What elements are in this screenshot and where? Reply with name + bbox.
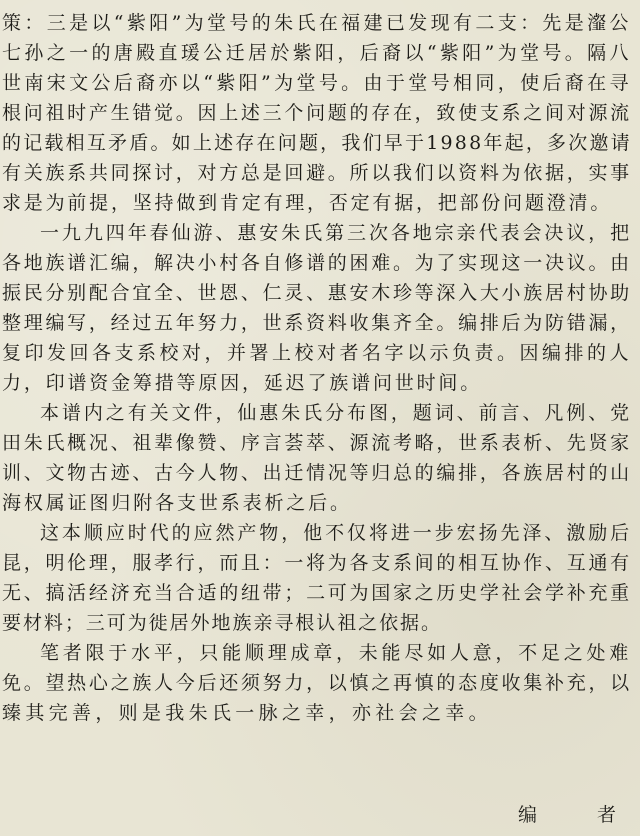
text-line: 的记载相互矛盾。如上述存在问题，我们早于1988年起，多次邀请 (2, 132, 632, 154)
text-line: 无、搞活经济充当合适的纽带；二可为国家之历史学社会学补充重 (2, 582, 632, 604)
text-line: 要材料；三可为徙居外地族亲寻根认祖之依据。 (2, 612, 442, 634)
text-line: 臻其完善，则是我朱氏一脉之幸，亦社会之幸。 (2, 702, 492, 724)
text-line: 免。望热心之族人今后还须努力，以慎之再慎的态度收集补充，以 (2, 672, 632, 694)
text-line: 海权属证图归附各支世系表析之后。 (2, 492, 352, 514)
text-line: 策：三是以“紫阳”为堂号的朱氏在福建已发现有二支：先是瀣公 (2, 12, 632, 34)
text-line: 昆，明伦理，服孝行，而且：一将为各支系间的相互协作、互通有 (2, 552, 632, 574)
text-line: 力，印谱资金筹措等原因，延迟了族谱问世时间。 (2, 372, 483, 394)
text-line: 各地族谱汇编，解决小村各自修谱的困难。为了实现这一决议。由 (2, 252, 632, 274)
paragraph-first-line: 笔者限于水平，只能顺理成章，未能尽如人意，不足之处难 (40, 642, 633, 664)
text-line: 求是为前提，坚持做到肯定有理，否定有据，把部份问题澄清。 (2, 192, 613, 214)
text-line: 七孙之一的唐殿直瑗公迁居於紫阳，后裔以“紫阳”为堂号。隔八 (2, 42, 632, 64)
text-line: 有关族系共同探讨，对方总是回避。所以我们以资料为依据，实事 (2, 162, 632, 184)
paragraph-first-line: 一九九四年春仙游、惠安朱氏第三次各地宗亲代表会决议，把 (40, 222, 633, 244)
text-line: 振民分别配合宜全、世恩、仁灵、惠安木珍等深入大小族居村协助 (2, 282, 632, 304)
text-line: 训、文物古迹、古今人物、出迁情况等归总的编排，各族居村的山 (2, 462, 632, 484)
text-line: 根问祖时产生错觉。因上述三个问题的存在，致使支系之间对源流 (2, 102, 632, 124)
text-line: 田朱氏概况、祖辈像赞、序言荟萃、源流考略，世系表析、先贤家 (2, 432, 632, 454)
text-line: 世南宋文公后裔亦以“紫阳”为堂号。由于堂号相同，使后裔在寻 (2, 72, 632, 94)
author-signature: 编 者 (518, 804, 635, 826)
text-line: 复印发回各支系校对，并署上校对者名字以示负责。因编排的人 (2, 342, 633, 364)
text-line: 整理编写，经过五年努力，世系资料收集齐全。编排后为防错漏， (2, 312, 632, 334)
paragraph-first-line: 这本顺应时代的应然产物，他不仅将进一步宏扬先泽、激励后 (40, 522, 633, 544)
paragraph-first-line: 本谱内之有关文件，仙惠朱氏分布图，题词、前言、凡例、党 (40, 402, 633, 424)
